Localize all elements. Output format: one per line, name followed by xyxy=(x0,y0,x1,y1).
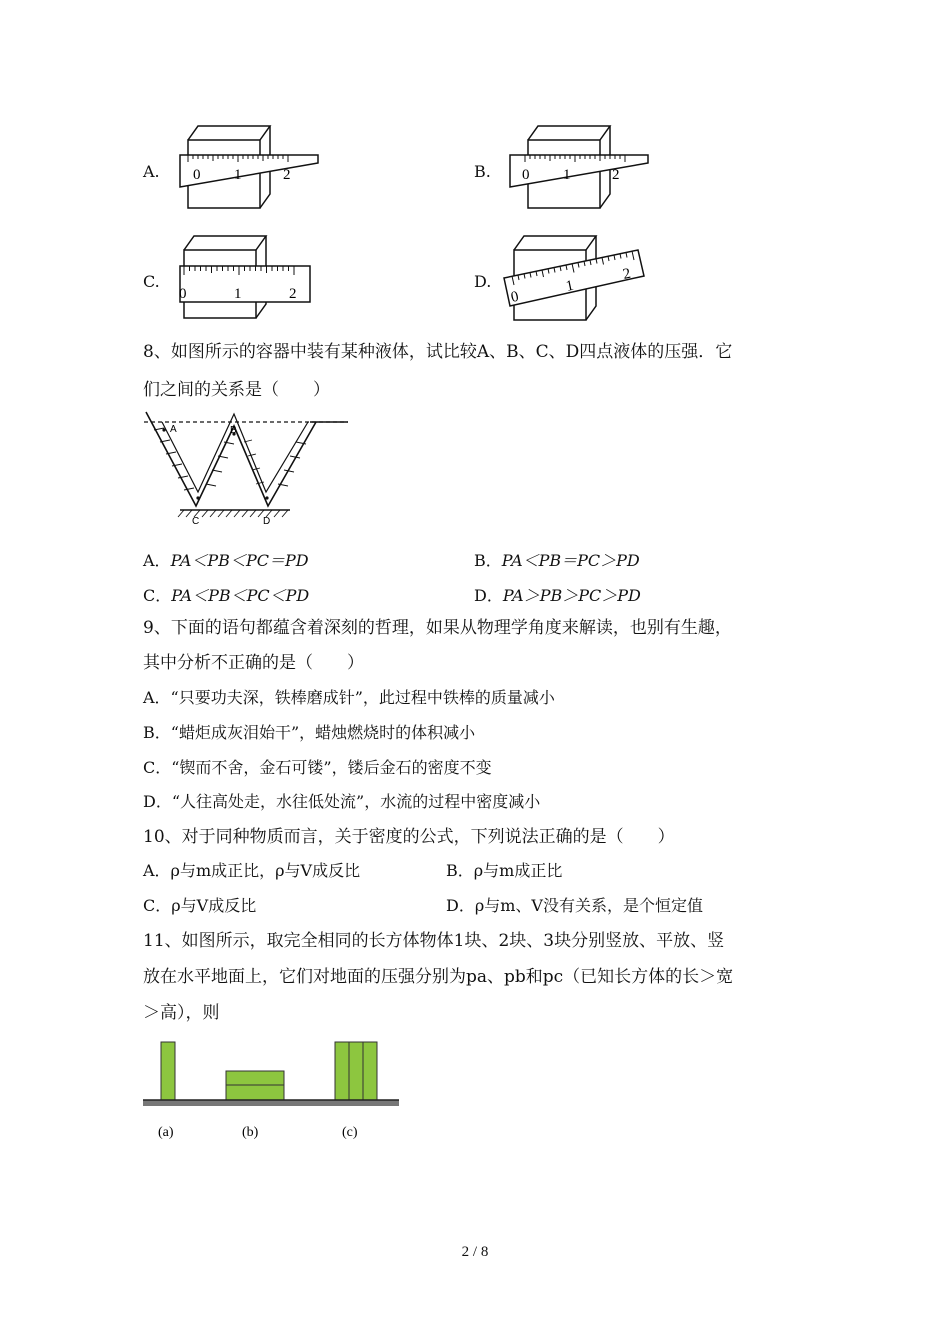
q7-a-tick-2: 2 xyxy=(283,167,291,183)
q8-option-b-text: PA＜PB＝PC＞PD xyxy=(501,551,640,570)
page-number: 2 / 8 xyxy=(461,1244,489,1260)
q10-option-d: D．ρ与m、V没有关系，是个恒定值 xyxy=(446,896,703,915)
q7-option-c-label: C. xyxy=(143,272,160,291)
q8-point-a: A xyxy=(170,424,177,435)
q7-option-d-label: D. xyxy=(474,272,492,291)
q7-figure-b xyxy=(500,120,660,215)
q9-option-d: D．“人往高处走，水往低处流”，水流的过程中密度减小 xyxy=(143,792,541,811)
q7-c-tick-2: 2 xyxy=(289,286,297,302)
q8-option-b-label: B． xyxy=(474,551,502,570)
q8-option-b xyxy=(474,548,640,571)
q7-d-tick-0: 0 xyxy=(509,288,521,306)
q11-caption-a: (a) xyxy=(158,1125,174,1140)
q8-container-figure xyxy=(140,408,360,533)
q8-option-a-label: A． xyxy=(143,551,171,570)
q11-stem-line2: 放在水平地面上，它们对地面的压强分别为pa、pb和pc（已知长方体的长＞宽 xyxy=(143,967,734,987)
q11-stem-line3: ＞高），则 xyxy=(143,1003,220,1023)
q9-option-b: B．“蜡炬成灰泪始干”，蜡烛燃烧时的体积减小 xyxy=(143,723,476,742)
q7-figure-d xyxy=(500,228,660,328)
q11-stem-line1: 11、如图所示，取完全相同的长方体物体1块、2块、3块分别竖放、平放、竖 xyxy=(143,931,725,951)
q8-option-d-label: D． xyxy=(474,586,503,605)
q8-point-b: B xyxy=(230,425,237,436)
q9-stem-line1: 9、下面的语句都蕴含着深刻的哲理，如果从物理学角度来解读，也别有生趣， xyxy=(143,618,732,638)
q9-option-c: C．“锲而不舍，金石可镂”，镂后金石的密度不变 xyxy=(143,758,492,777)
q11-caption-c: (c) xyxy=(342,1125,358,1140)
q7-d-tick-2: 2 xyxy=(621,265,633,283)
q9-stem-line2: 其中分析不正确的是（ ） xyxy=(143,653,364,673)
q7-a-tick-0: 0 xyxy=(193,167,201,183)
q8-stem-line1: 8、如图所示的容器中装有某种液体，试比较A、B、C、D四点液体的压强．它 xyxy=(143,342,733,362)
q7-b-tick-1: 1 xyxy=(563,167,571,183)
q8-option-c xyxy=(143,583,309,606)
q11-blocks-figure xyxy=(140,1038,405,1148)
q8-option-c-label: C． xyxy=(143,586,172,605)
q8-option-d-text: PA＞PB＞PC＞PD xyxy=(502,586,641,605)
q7-b-tick-0: 0 xyxy=(522,167,530,183)
q7-option-b-label: B. xyxy=(474,162,491,181)
q10-option-a: A．ρ与m成正比，ρ与V成反比 xyxy=(143,861,361,880)
q7-c-tick-0: 0 xyxy=(179,286,187,302)
q7-a-tick-1: 1 xyxy=(234,167,242,183)
q7-figure-c xyxy=(170,228,330,323)
q8-option-a xyxy=(143,548,309,571)
q8-point-c: C xyxy=(192,516,200,527)
q7-c-tick-1: 1 xyxy=(234,286,242,302)
q7-option-a-label: A. xyxy=(143,162,160,181)
q8-option-d xyxy=(474,583,641,606)
q7-figure-a xyxy=(170,120,330,215)
q7-b-tick-2: 2 xyxy=(612,167,620,183)
q11-caption-b: (b) xyxy=(242,1125,259,1140)
q7-d-tick-1: 1 xyxy=(564,277,576,295)
q8-option-c-text: PA＜PB＜PC＜PD xyxy=(171,586,310,605)
q8-option-a-text: PA＜PB＜PC＝PD xyxy=(170,551,309,570)
q8-point-d: D xyxy=(263,516,271,527)
q9-option-a: A．“只要功夫深，铁棒磨成针”，此过程中铁棒的质量减小 xyxy=(143,688,555,707)
q10-option-c: C．ρ与V成反比 xyxy=(143,896,257,915)
q10-option-b: B．ρ与m成正比 xyxy=(446,861,563,880)
q8-stem-line2: 们之间的关系是（ ） xyxy=(143,380,330,400)
q10-stem: 10、对于同种物质而言，关于密度的公式，下列说法正确的是（ ） xyxy=(143,827,675,847)
